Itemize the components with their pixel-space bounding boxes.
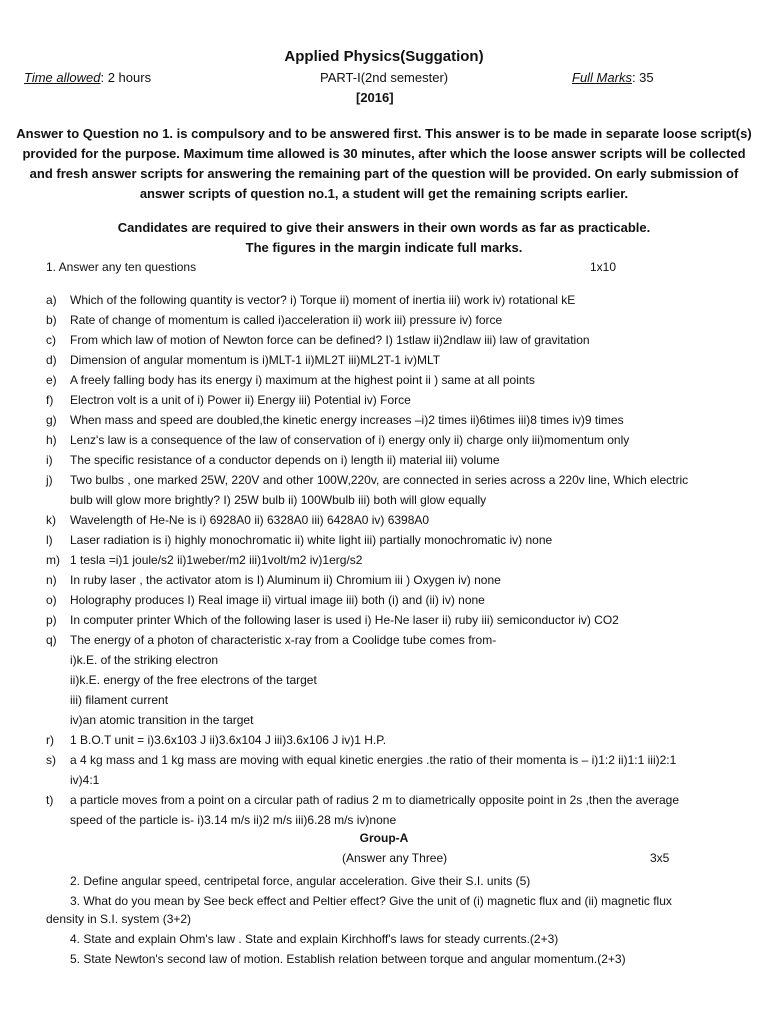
group-a-marks: 3x5 xyxy=(650,851,670,865)
question-text: Lenz's law is a consequence of the law of conservation of i) energy only ii) charge only iii)momentum only xyxy=(70,433,630,447)
time-allowed xyxy=(24,70,151,85)
full-marks xyxy=(572,70,654,85)
question-label: q) xyxy=(46,633,57,647)
question-text: bulb will glow more brightly? I) 25W bulb ii) 100Wbulb iii) both will glow equally xyxy=(70,493,487,507)
question-text: iv)4:1 xyxy=(70,773,100,787)
question-label: b) xyxy=(46,313,57,327)
question-text: Which of the following quantity is vector? i) Torque ii) moment of inertia iii) work iv) rotational kE xyxy=(70,293,576,307)
question-text: a 4 kg mass and 1 kg mass are moving with equal kinetic energies .the ratio of their momenta is – i)1:2 ii)1:1 iii)2:1 xyxy=(70,753,677,767)
question-text: 1 B.O.T unit = i)3.6x103 J ii)3.6x104 J iii)3.6x106 J iv)1 H.P. xyxy=(70,733,387,747)
group-a-question-continued: density in S.I. system (3+2) xyxy=(46,912,192,926)
question-label: n) xyxy=(46,573,57,587)
question-label: m) xyxy=(46,553,60,567)
question-text: A freely falling body has its energy i) maximum at the highest point ii ) same at all points xyxy=(70,373,535,387)
group-a-instruction: (Answer any Three) xyxy=(342,851,448,865)
question-label: l) xyxy=(46,533,53,547)
time-allowed-label: Time allowed xyxy=(24,70,101,85)
question-text: i)k.E. of the striking electron xyxy=(70,653,219,667)
question-label: k) xyxy=(46,513,56,527)
question-label: i) xyxy=(46,453,53,467)
q1-heading: 1. Answer any ten questions xyxy=(46,260,197,274)
page-title: Applied Physics(Suggation) xyxy=(284,48,484,65)
question-text: Holography produces I) Real image ii) virtual image iii) both (i) and (ii) iv) none xyxy=(70,593,485,607)
group-a-title: Group-A xyxy=(359,831,409,845)
question-text: Wavelength of He-Ne is i) 6928A0 ii) 6328A0 iii) 6428A0 iv) 6398A0 xyxy=(70,513,430,527)
question-label: j) xyxy=(46,473,53,487)
question-text: From which law of motion of Newton force can be defined? I) 1stlaw ii)2ndlaw iii) law of gravitation xyxy=(70,333,590,347)
question-text: The specific resistance of a conductor depends on i) length ii) material iii) volume xyxy=(70,453,500,467)
part-heading: PART-I(2nd semester) xyxy=(320,70,449,85)
question-label: p) xyxy=(46,613,57,627)
time-allowed-value: : 2 hours xyxy=(100,70,152,85)
question-label: h) xyxy=(46,433,57,447)
question-text: Laser radiation is i) highly monochromatic ii) white light iii) partially monochromatic iv) none xyxy=(70,533,553,547)
question-text: Two bulbs , one marked 25W, 220V and other 100W,220v, are connected in series across a 220v line, Which electric xyxy=(70,473,689,487)
question-label: d) xyxy=(46,353,57,367)
question-text: Dimension of angular momentum is i)MLT-1 ii)ML2T iii)ML2T-1 iv)MLT xyxy=(70,353,441,367)
question-label: t) xyxy=(46,793,54,807)
question-text: iv)an atomic transition in the target xyxy=(70,713,254,727)
question-label: r) xyxy=(46,733,54,747)
question-text: iii) filament current xyxy=(70,693,169,707)
q1-marks: 1x10 xyxy=(590,260,617,274)
question-text: The energy of a photon of characteristic x-ray from a Coolidge tube comes from- xyxy=(70,633,497,647)
instruction-paragraph: Answer to Question no 1. is compulsory and to be answered first. This answer is to be made in separate loose script(s) provided for the purpose. Maximum time allowed is 30 minutes, after which the loose answer scripts will be collected and fresh answer scripts for answering the remaining part of the question will be provided. On early submission of answer scripts of question no.1, a student will get the remaining scripts earlier. xyxy=(16,126,752,201)
question-label: c) xyxy=(46,333,56,347)
question-text: When mass and speed are doubled,the kinetic energy increases –i)2 times ii)6times iii)8 times iv)9 times xyxy=(70,413,624,427)
full-marks-label: Full Marks xyxy=(572,70,632,85)
question-text: speed of the particle is- i)3.14 m/s ii)2 m/s iii)6.28 m/s iv)none xyxy=(70,813,397,827)
question-label: s) xyxy=(46,753,56,767)
question-text: In ruby laser , the activator atom is I) Aluminum ii) Chromium iii ) Oxygen iv) none xyxy=(70,573,501,587)
question-text: Rate of change of momentum is called i)acceleration ii) work iii) pressure iv) force xyxy=(70,313,503,327)
group-a-question: 5. State Newton's second law of motion. Establish relation between torque and angular momentum.(2+3) xyxy=(70,952,626,966)
question-text: 1 tesla =i)1 joule/s2 ii)1weber/m2 iii)1volt/m2 iv)1erg/s2 xyxy=(70,553,363,567)
question-label: f) xyxy=(46,393,54,407)
question-text: Electron volt is a unit of i) Power ii) Energy iii) Potential iv) Force xyxy=(70,393,411,407)
group-a-question: 3. What do you mean by See beck effect and Peltier effect? Give the unit of (i) magnetic flux and (ii) magnetic flux xyxy=(70,894,672,908)
question-label: o) xyxy=(46,593,57,607)
question-text: ii)k.E. energy of the free electrons of the target xyxy=(70,673,317,687)
question-text: a particle moves from a point on a circular path of radius 2 m to diametrically opposite point in 2s ,then the average xyxy=(70,793,679,807)
instruction-line-1: Candidates are required to give their answers in their own words as far as practicable. xyxy=(117,220,651,235)
question-text: In computer printer Which of the following laser is used i) He-Ne laser ii) ruby iii) semiconductor iv) CO2 xyxy=(70,613,619,627)
group-a-question: 2. Define angular speed, centripetal force, angular acceleration. Give their S.I. units (5) xyxy=(70,874,531,888)
question-label: e) xyxy=(46,373,57,387)
question-label: g) xyxy=(46,413,57,427)
instruction-line-2: The figures in the margin indicate full marks. xyxy=(245,240,523,255)
exam-year: [2016] xyxy=(356,90,394,105)
question-label: a) xyxy=(46,293,57,307)
group-a-question: 4. State and explain Ohm's law . State and explain Kirchhoff's laws for steady currents.(2+3) xyxy=(70,932,559,946)
full-marks-value: : 35 xyxy=(631,70,654,85)
